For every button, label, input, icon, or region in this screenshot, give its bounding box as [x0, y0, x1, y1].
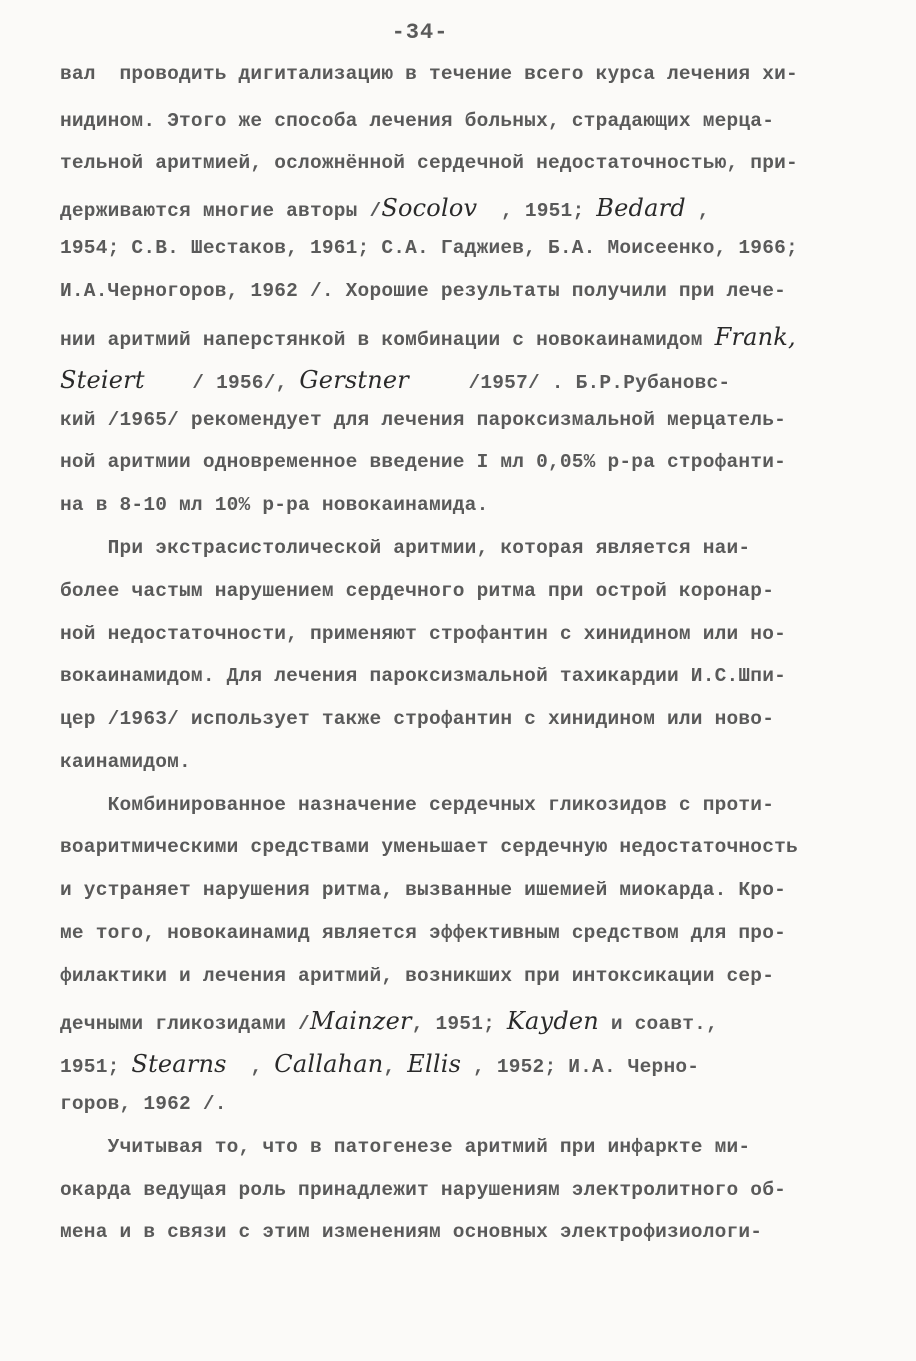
typed-text: держиваются многие авторы /	[60, 200, 382, 222]
typed-text: ме того, новокаинамид является эффективным средством для про-	[60, 922, 787, 944]
handwritten-name: Mainzer	[309, 1007, 412, 1035]
typed-text: более частым нарушением сердечного ритма при острой коронар-	[60, 580, 775, 602]
typed-text: воаритмическими средствами уменьшает сердечную недостаточность	[60, 836, 798, 858]
typed-text: нидином. Этого же способа лечения больных, страдающих мерца-	[60, 110, 775, 132]
page-number: -34-	[391, 20, 449, 45]
typed-text: ,	[685, 200, 710, 222]
handwritten-name: Callahan	[274, 1050, 384, 1078]
typed-text: вал проводить дигитализацию в течение всего курса лечения хи-	[60, 63, 798, 85]
typed-text: ,	[383, 1056, 408, 1078]
typed-text: Учитывая то, что в патогенезе аритмий при инфаркте ми-	[60, 1136, 751, 1158]
typed-text: цер /1963/ использует также строфантин с хинидином или ново-	[60, 708, 775, 730]
typed-text: дечными гликозидами /	[60, 1013, 310, 1035]
handwritten-name: Ellis	[407, 1050, 462, 1078]
typed-text: , 1951;	[411, 1013, 507, 1035]
text-line	[60, 879, 870, 901]
handwritten-name: Stearns	[131, 1050, 227, 1078]
text-line	[60, 323, 870, 351]
handwritten-name: Kayden	[506, 1007, 599, 1035]
text-line	[60, 794, 870, 816]
text-line	[60, 623, 870, 645]
typed-text: 1954; С.В. Шестаков, 1961; С.А. Гаджиев, Б.А. Моисеенко, 1966;	[60, 237, 798, 259]
typed-text: и устраняет нарушения ритма, вызванные ишемией миокарда. Кро-	[60, 879, 787, 901]
typed-text: При экстрасистолической аритмии, которая является наи-	[60, 537, 751, 559]
text-line	[60, 1221, 870, 1243]
text-line	[60, 409, 870, 431]
text-line	[60, 494, 870, 516]
typed-text: Комбинированное назначение сердечных гликозидов с проти-	[60, 794, 775, 816]
typed-text: нии аритмий наперстянкой в комбинации с новокаинамидом	[60, 329, 715, 351]
typed-text: ной недостаточности, применяют строфантин с хинидином или но-	[60, 623, 787, 645]
handwritten-name: Gerstner	[299, 366, 409, 394]
handwritten-name: Bedard	[596, 194, 686, 222]
text-line	[60, 965, 870, 987]
text-line	[60, 1179, 870, 1201]
text-line	[60, 922, 870, 944]
typed-text: ,	[226, 1056, 275, 1078]
typed-text: мена и в связи с этим изменениям основных электрофизиологи-	[60, 1221, 763, 1243]
typed-text: 1951;	[60, 1056, 132, 1078]
handwritten-name: Steiert	[60, 366, 145, 394]
typed-text: филактики и лечения аритмий, возникших при интоксикации сер-	[60, 965, 775, 987]
text-line	[60, 1050, 870, 1078]
text-line	[60, 152, 870, 174]
text-line	[60, 280, 870, 302]
typed-text: , 1951;	[477, 200, 597, 222]
text-line	[60, 751, 870, 773]
typed-text: на в 8-10 мл 10% р-ра новокаинамида.	[60, 494, 489, 516]
text-line	[60, 194, 870, 222]
text-line	[60, 537, 870, 559]
text-line	[60, 451, 870, 473]
typed-text: / 1956/,	[144, 372, 300, 394]
typed-text: каинамидом.	[60, 751, 191, 773]
text-line	[60, 1136, 870, 1158]
text-line	[60, 110, 870, 132]
typed-text: , 1952; И.А. Черно-	[461, 1056, 700, 1078]
text-line	[60, 366, 870, 394]
text-line	[60, 708, 870, 730]
typed-text: И.А.Черногоров, 1962 /. Хорошие результаты получили при лече-	[60, 280, 787, 302]
typed-text: ной аритмии одновременное введение I мл 0,05% р-ра строфанти-	[60, 451, 787, 473]
text-line	[60, 63, 870, 85]
text-line	[60, 836, 870, 858]
typed-text: тельной аритмией, осложнённой сердечной недостаточностью, при-	[60, 152, 798, 174]
text-line	[60, 1007, 870, 1035]
typed-text: /1957/ . Б.Р.Рубановс-	[408, 372, 731, 394]
typed-text: окарда ведущая роль принадлежит нарушениям электролитного об-	[60, 1179, 787, 1201]
typed-text: кий /1965/ рекомендует для лечения пароксизмальной мерцатель-	[60, 409, 787, 431]
text-line	[60, 1093, 870, 1115]
text-line	[60, 237, 870, 259]
text-line	[60, 580, 870, 602]
handwritten-name: Frank,	[714, 323, 796, 351]
typed-text: и соавт.,	[598, 1013, 718, 1035]
typed-text: горов, 1962 /.	[60, 1093, 227, 1115]
typed-text: вокаинамидом. Для лечения пароксизмальной тахикардии И.С.Шпи-	[60, 665, 787, 687]
handwritten-name: Socolov	[381, 194, 478, 222]
text-line	[60, 665, 870, 687]
